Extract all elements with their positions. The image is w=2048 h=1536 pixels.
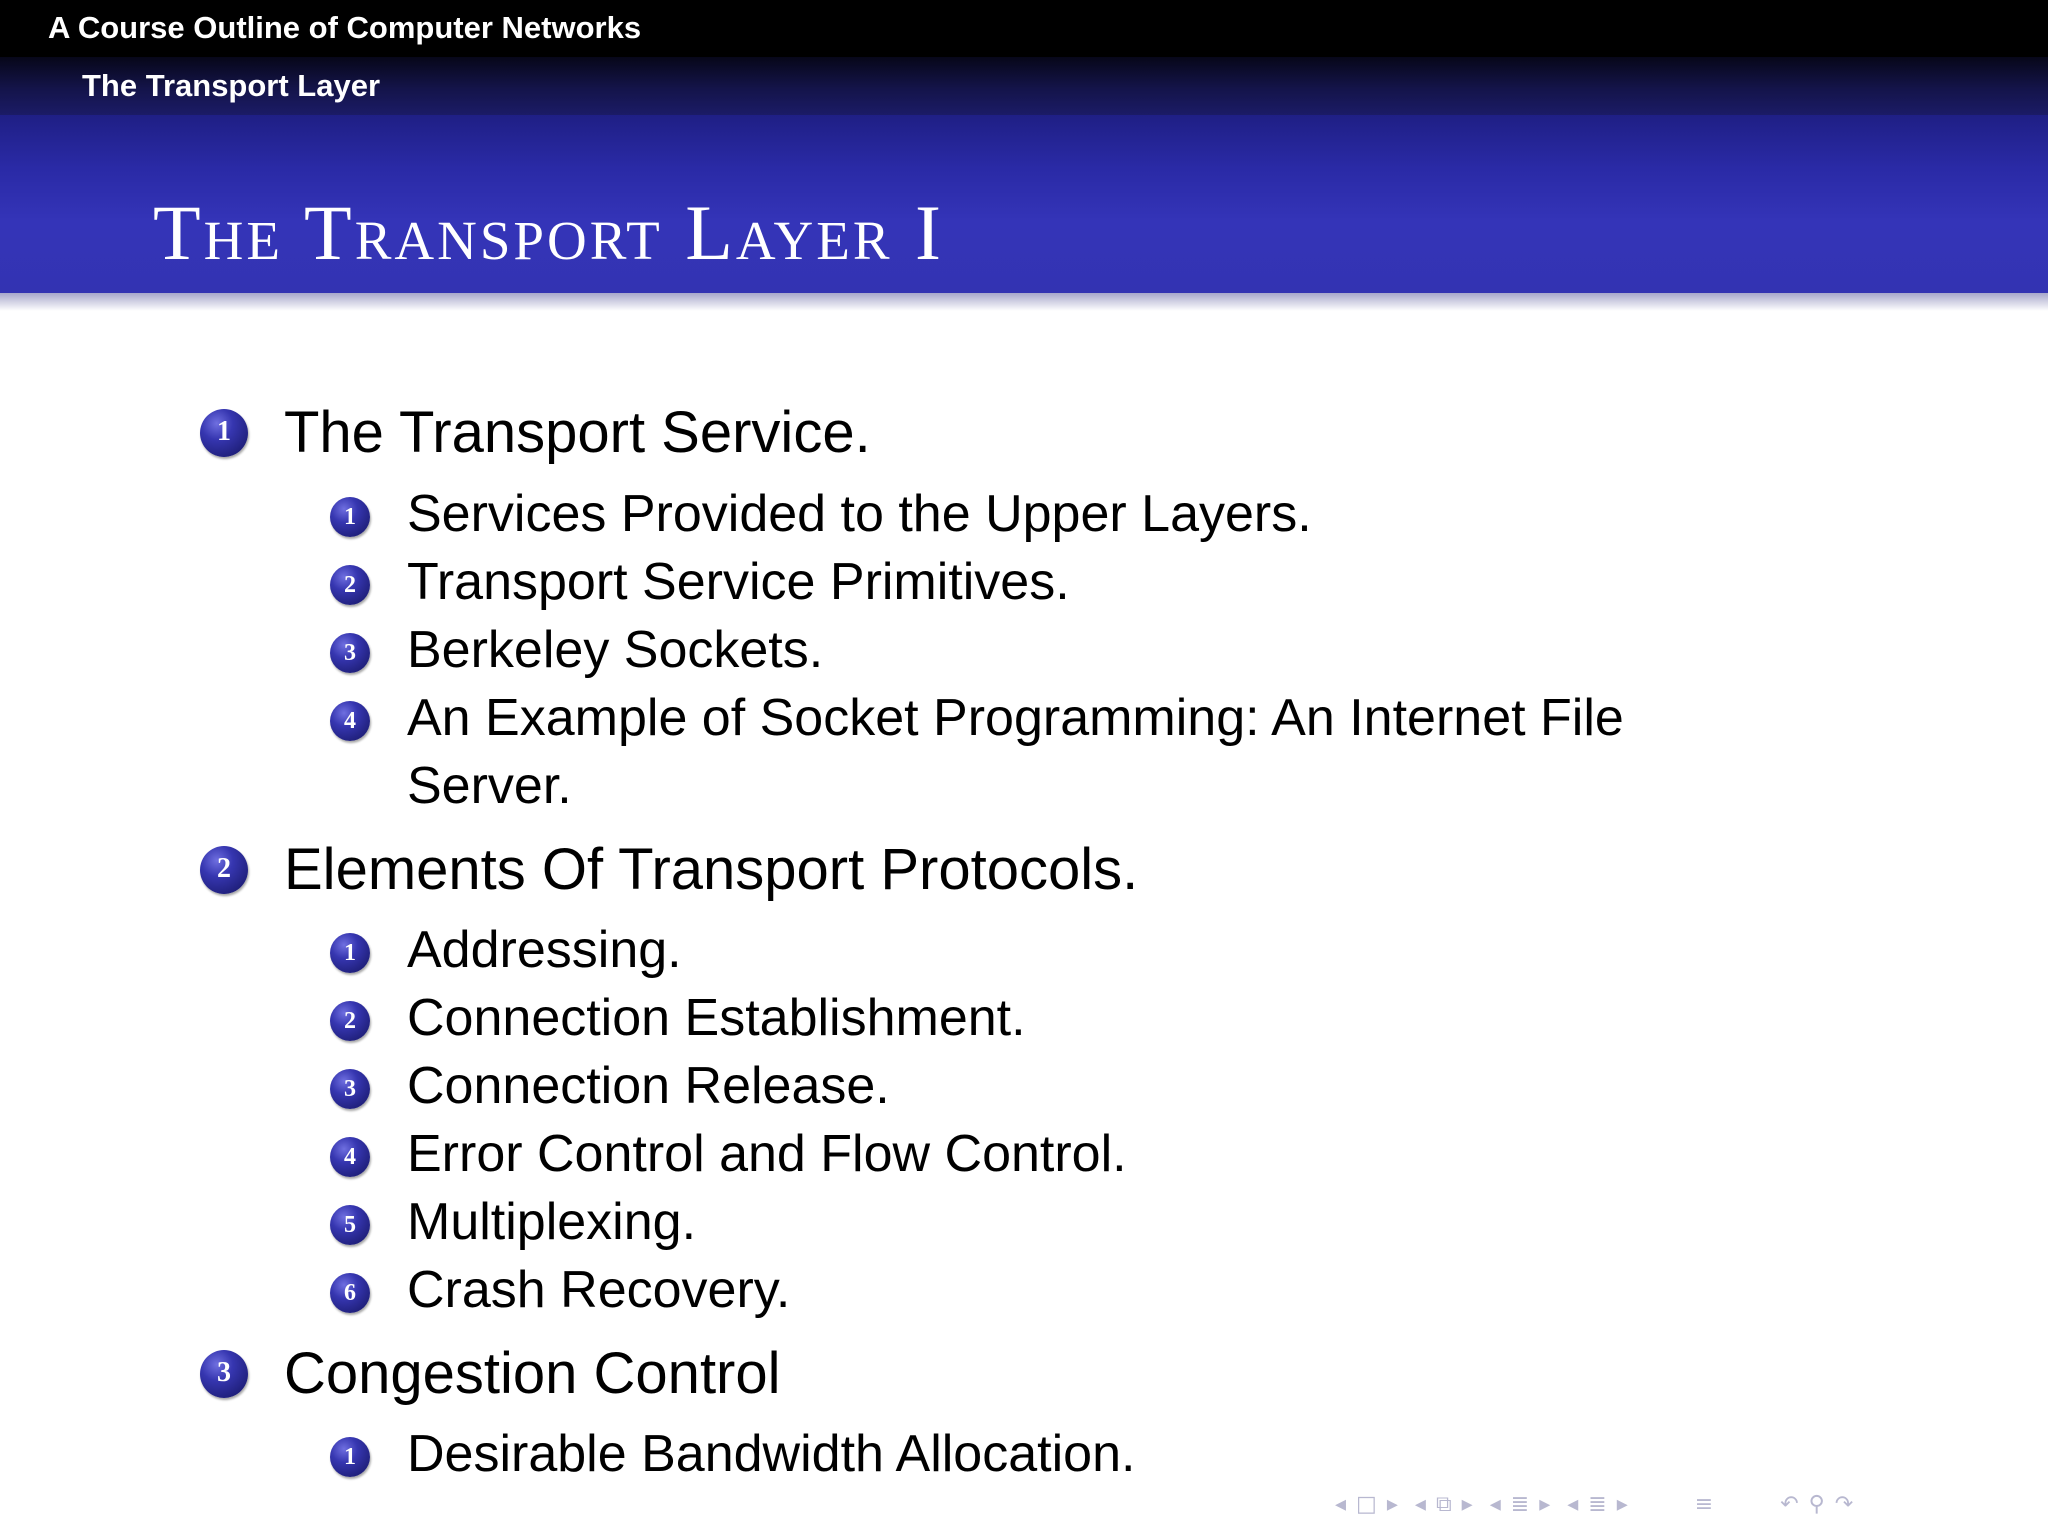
enum-ball-2: 2 (200, 846, 248, 894)
outline-subitem-2-4: Error Control and Flow Control. (407, 1125, 1127, 1183)
nav-next-subsection-icon[interactable]: ▸ (1461, 1492, 1473, 1517)
outline-subitem-1-3: Berkeley Sockets. (407, 621, 824, 679)
frame-title: The Transport Layer I (153, 189, 944, 276)
enum-ball-1-4: 4 (330, 701, 370, 741)
outline-subitem-2-6: Crash Recovery. (407, 1261, 791, 1319)
nav-subsection-icon[interactable]: ⧉ (1435, 1492, 1452, 1517)
beamer-navigation (1335, 1492, 1863, 1522)
enum-ball-2-2: 2 (330, 1001, 370, 1041)
nav-next-frame-icon[interactable]: ▸ (1386, 1492, 1398, 1517)
section-title: The Transport Layer (82, 68, 381, 103)
nav-search-icon[interactable]: ⚲ (1808, 1492, 1825, 1517)
nav-next-part-icon[interactable]: ▸ (1616, 1492, 1628, 1517)
nav-document-icon[interactable]: ≡ (1694, 1492, 1714, 1517)
enum-ball-1-3: 3 (330, 633, 370, 673)
enum-ball-1-2: 2 (330, 565, 370, 605)
enum-ball-3-1: 1 (330, 1437, 370, 1477)
outline-subitem-1-4: An Example of Socket Programming: An Internet File (407, 689, 1624, 747)
enum-ball-2-4: 4 (330, 1137, 370, 1177)
nav-frame-icon[interactable]: □ (1356, 1492, 1377, 1517)
outline-item-1: The Transport Service. (284, 400, 871, 465)
nav-prev-section-icon[interactable]: ◂ (1489, 1492, 1501, 1517)
nav-forward-icon[interactable]: ↷ (1834, 1492, 1854, 1517)
enum-ball-1-1: 1 (330, 497, 370, 537)
frame-title-shadow (0, 293, 2048, 311)
nav-part-icon[interactable]: ≣ (1588, 1492, 1607, 1517)
nav-prev-part-icon[interactable]: ◂ (1567, 1492, 1579, 1517)
enum-ball-3: 3 (200, 1350, 248, 1398)
outline-subitem-1-4-cont: Server. (407, 757, 572, 815)
outline-subitem-3-1: Desirable Bandwidth Allocation. (407, 1425, 1136, 1483)
nav-back-icon[interactable]: ↶ (1780, 1492, 1799, 1517)
nav-prev-frame-icon[interactable]: ◂ (1335, 1492, 1347, 1517)
outline-subitem-1-1: Services Provided to the Upper Layers. (407, 485, 1312, 543)
outline-subitem-2-5: Multiplexing. (407, 1193, 697, 1251)
outline-item-2: Elements Of Transport Protocols. (284, 837, 1139, 902)
nav-section-icon[interactable]: ≣ (1510, 1492, 1530, 1517)
outline-subitem-2-1: Addressing. (407, 921, 682, 979)
outline-subitem-2-3: Connection Release. (407, 1057, 890, 1115)
enum-ball-2-6: 6 (330, 1273, 370, 1313)
nav-prev-subsection-icon[interactable]: ◂ (1414, 1492, 1426, 1517)
outline-subitem-2-2: Connection Establishment. (407, 989, 1026, 1047)
outline-item-3: Congestion Control (284, 1341, 781, 1406)
course-title: A Course Outline of Computer Networks (48, 10, 642, 45)
enum-ball-2-5: 5 (330, 1205, 370, 1245)
enum-ball-2-3: 3 (330, 1069, 370, 1109)
enum-ball-2-1: 1 (330, 933, 370, 973)
nav-next-section-icon[interactable]: ▸ (1539, 1492, 1551, 1517)
enum-ball-1: 1 (200, 409, 248, 457)
outline-subitem-1-2: Transport Service Primitives. (407, 553, 1070, 611)
